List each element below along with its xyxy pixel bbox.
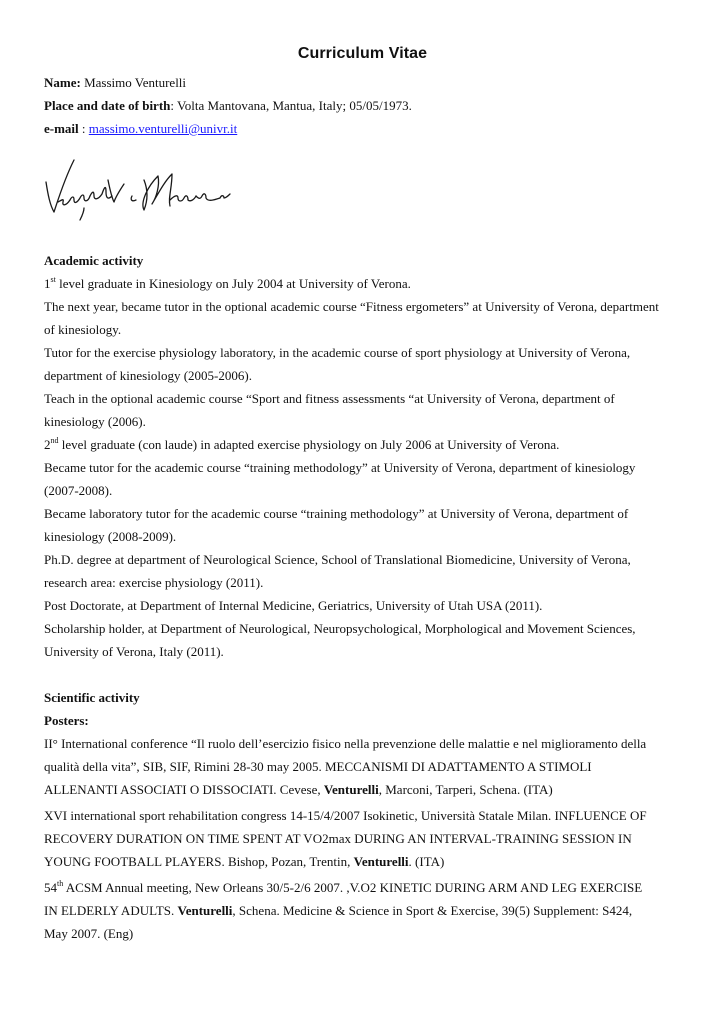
poster-2-line-3 [44,850,684,873]
poster-3-line-1 [44,876,684,899]
signature [44,140,684,240]
academic-item-5 [44,433,684,456]
poster-1-line-3 [44,778,684,801]
author-highlight: Venturelli [177,903,233,918]
academic-item-10-line-2: University of Verona, Italy (2011). [44,644,224,659]
academic-item-2-line-2: of kinesiology. [44,322,122,337]
poster-3-line-2 [44,899,684,922]
poster-1-line-2: qualità della vita”, SIB, SIF, Rimini 28-30 may 2005. MECCANISMI DI ADATTAMENTO A STIMOLI [44,759,592,774]
poster-2-line-1: XVI international sport rehabilitation congress 14-15/4/2007 Isokinetic, Università Statale Milan. INFLUENCE OF [44,808,647,823]
signature-image [44,140,234,240]
ordinal-suffix: nd [50,436,59,445]
academic-item-2-line-1: The next year, became tutor in the optional academic course “Fitness ergometers” at University of Verona, department [44,299,659,314]
academic-item-7-line-2: kinesiology (2008-2009). [44,529,177,544]
poster-text: ACSM Annual meeting, New Orleans 30/5-2/6 2007. ,V.O2 KINETIC DURING ARM AND LEG EXERCISE [63,880,643,895]
academic-item-6-line-2: (2007-2008). [44,483,113,498]
academic-heading [44,249,684,272]
posters-heading [44,709,684,732]
poster-text: IN ELDERLY ADULTS. [44,903,178,918]
ordinal-suffix: th [57,879,64,888]
poster-1-line-1: II° International conference “Il ruolo dell’esercizio fisico nella prevenzione delle malattie e nel miglioramento della [44,736,647,751]
poster-text: YOUNG FOOTBALL PLAYERS. Bishop, Pozan, Trentin, [44,854,354,869]
name-row [44,71,684,94]
poster-3-line-3: May 2007. (Eng) [44,926,134,941]
email-separator: : [78,121,89,136]
email-label: e-mail [44,121,79,136]
email-row [44,117,684,140]
academic-item-6-line-1: Became tutor for the academic course “training methodology” at University of Verona, department of kinesiology [44,460,636,475]
poster-text: ALLENANTI ASSOCIATI O DISSOCIATI. Cevese, [44,782,324,797]
academic-heading-text: Academic activity [44,253,144,268]
academic-item-3-line-1: Tutor for the exercise physiology laboratory, in the academic course of sport physiology at University of Verona, [44,345,631,360]
spacer [44,240,684,249]
poster-text: . (ITA) [408,854,445,869]
author-highlight: Venturelli [353,854,409,869]
scientific-heading-text: Scientific activity [44,690,140,705]
academic-item-4-line-1: Teach in the optional academic course “Sport and fitness assessments “at University of Verona, department of [44,391,615,406]
academic-item-text: level graduate in Kinesiology on July 2004 at University of Verona. [55,276,411,291]
birth-value: : Volta Mantovana, Mantua, Italy; 05/05/1973. [170,98,412,113]
ordinal-number: 1 [44,276,51,291]
name-label: Name: [44,75,81,90]
email-link[interactable]: massimo.venturelli@univr.it [88,121,238,136]
academic-item-7-line-1: Became laboratory tutor for the academic course “training methodology” at University of Verona, department of [44,506,629,521]
author-highlight: Venturelli [323,782,379,797]
page-title: Curriculum Vitae [297,45,428,62]
poster-text: , Schena. Medicine & Science in Sport & Exercise, 39(5) Supplement: S424, [232,903,633,918]
spacer [44,663,684,686]
posters-heading-text: Posters: [44,713,89,728]
academic-item-8-line-2: research area: exercise physiology (2011). [44,575,264,590]
ordinal-number: 54 [44,880,57,895]
ordinal-suffix: st [50,275,56,284]
birth-label: Place and date of birth [44,98,171,113]
academic-item-9: Post Doctorate, at Department of Internal Medicine, Geriatrics, University of Utah USA (2011). [44,598,543,613]
academic-item-text: level graduate (con laude) in adapted exercise physiology on July 2006 at University of Verona. [58,437,560,452]
poster-text: , Marconi, Tarperi, Schena. (ITA) [378,782,553,797]
name-value: Massimo Venturelli [80,75,187,90]
poster-2-line-2: RECOVERY DURATION ON TIME SPENT AT VO2max DURING AN INTERVAL-TRAINING SESSION IN [44,831,632,846]
cv-body [44,71,684,945]
birth-row [44,94,684,117]
academic-item-10-line-1: Scholarship holder, at Department of Neurological, Neuropsychological, Morphological and Movement Sciences, [44,621,636,636]
ordinal-number: 2 [44,437,51,452]
academic-item-3-line-2: department of kinesiology (2005-2006). [44,368,252,383]
scientific-heading [44,686,684,709]
academic-item-8-line-1: Ph.D. degree at department of Neurological Science, School of Translational Biomedicine, University of Verona, [44,552,631,567]
academic-item-4-line-2: kinesiology (2006). [44,414,146,429]
academic-item-1 [44,272,684,295]
